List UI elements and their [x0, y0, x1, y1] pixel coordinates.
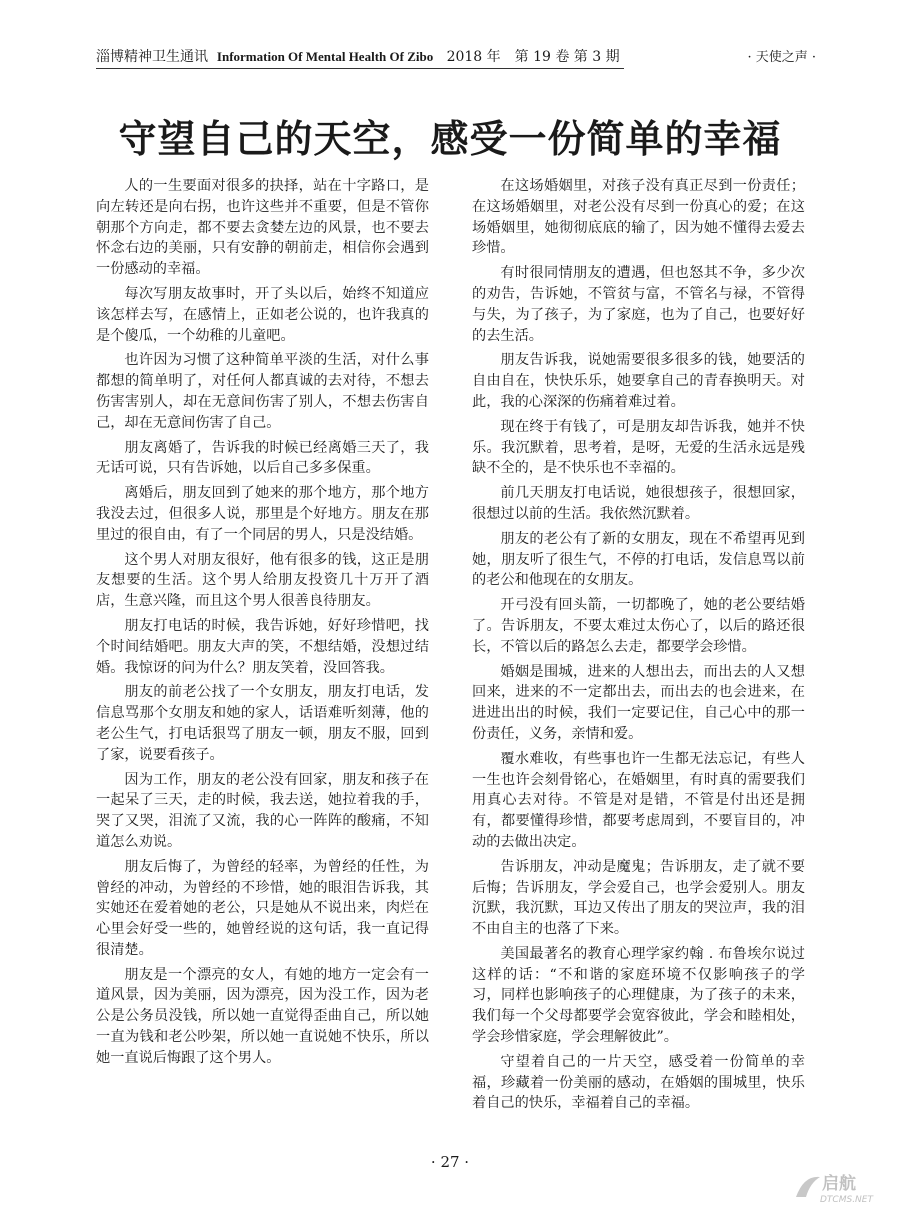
journal-name-en: Information Of Mental Health Of Zibo [216, 49, 434, 64]
article-paragraph: 美国最著名的教育心理学家约翰 . 布鲁埃尔说过这样的话：“不和谐的家庭环境不仅影响孩子的学习，同样也影响孩子的心理健康，为了孩子的未来，我们每一个父母都要学会宽容彼此，学会和睦相处，学会珍惜家庭，学会理解彼此”。 [472, 945, 805, 1046]
article-paragraph: 朋友打电话的时候，我告诉她，好好珍惜吧，找个时间结婚吧。朋友大声的笑，不想结婚，没想过结婚。我惊讶的问为什么？朋友笑着，没回答我。 [96, 617, 429, 676]
issue-info: 2018 年 第 19 卷 第 3 期 [446, 49, 620, 65]
watermark-site: DTCMS.NET [820, 1195, 873, 1205]
left-column [96, 176, 429, 1073]
running-header [96, 38, 816, 68]
article-title: 守望自己的天空，感受一份简单的幸福 [118, 117, 782, 161]
article-paragraph: 朋友是一个漂亮的女人，有她的地方一定会有一道风景，因为美丽，因为漂亮，因为没工作，因为老公是公务员没钱，所以她一直觉得歪曲自己，所以她一直为钱和老公吵架，所以她一直说她不快乐，所以她一直说后悔跟了这个男人。 [96, 966, 429, 1066]
article-paragraph: 因为工作，朋友的老公没有回家，朋友和孩子在一起呆了三天，走的时候，我去送，她拉着我的手，哭了又哭，泪流了又流，我的心一阵阵的酸痛，不知道怎么劝说。 [96, 771, 429, 850]
article-paragraph: 朋友的老公有了新的女朋友，现在不希望再见到她，朋友听了很生气，不停的打电话，发信息骂以前的老公和他现在的女朋友。 [472, 530, 805, 589]
article-paragraph: 朋友后悔了，为曾经的轻率，为曾经的任性，为曾经的冲动，为曾经的不珍惜，她的眼泪告诉我，其实她还在爱着她的老公，只是她从不说出来，肉烂在心里会好受一些的，她曾经说的这句话，我一直记得很清楚。 [96, 858, 429, 958]
article-paragraph: 朋友告诉我，说她需要很多很多的钱，她要活的自由自在，快快乐乐，她要拿自己的青春换明天。对此，我的心深深的伤痛着难过着。 [472, 352, 805, 410]
article-paragraph: 每次写朋友故事时，开了头以后，始终不知道应该怎样去写，在感情上，正如老公说的，也许我真的是个傻瓜，一个幼稚的儿童吧。 [96, 285, 429, 344]
article-paragraph: 婚姻是围城，进来的人想出去，而出去的人又想回来，进来的不一定都出去，而出去的也会进来，在进进出出的时候，我们一定要记住，自己心中的那一份责任，义务，亲情和爱。 [472, 663, 805, 742]
journal-name-cn: 淄博精神卫生通讯 [96, 49, 208, 65]
header-rule [96, 68, 624, 69]
article-paragraph: 告诉朋友，冲动是魔鬼；告诉朋友，走了就不要后悔；告诉朋友，学会爱自己，也学会爱别人。朋友沉默，我沉默，耳边又传出了朋友的哭泣声，我的泪不由自主的也落了下来。 [472, 858, 805, 938]
article-paragraph: 朋友的前老公找了一个女朋友，朋友打电话，发信息骂那个女朋友和她的家人，话语难听刻薄，他的老公生气，打电话狠骂了朋友一顿，朋友不服，回到了家，说要看孩子。 [96, 684, 429, 763]
article-paragraph: 离婚后，朋友回到了她来的那个地方，那个地方我没去过，但很多人说，那里是个好地方。朋友在那里过的很自由，有了一个同居的男人，只是没结婚。 [96, 485, 429, 543]
section-name: · 天使之声 · [747, 50, 816, 65]
article-paragraph: 前几天朋友打电话说，她很想孩子，很想回家，很想过以前的生活。我依然沉默着。 [472, 485, 805, 522]
article-paragraph: 这个男人对朋友很好，他有很多的钱，这正是朋友想要的生活。这个男人给朋友投资几十万开了酒店，生意兴隆，而且这个男人很善良待朋友。 [96, 551, 429, 610]
article-paragraph: 朋友离婚了，告诉我的时候已经离婚三天了，我无话可说，只有告诉她，以后自己多多保重。 [96, 439, 429, 477]
watermark-swoosh-icon [796, 1177, 820, 1197]
article-paragraph: 开弓没有回头箭，一切都晚了，她的老公要结婚了。告诉朋友，不要太难过太伤心了，以后的路还很长，不管以后的路怎么去走，都要学会珍惜。 [472, 597, 805, 655]
article-paragraph: 覆水难收，有些事也许一生都无法忘记，有些人一生也许会刻骨铭心，在婚姻里，有时真的需要我们用真心去对待。不管是对是错，不管是付出还是拥有，都要懂得珍惜，都要考虑周到，不要盲目的，冲动的去做出决定。 [472, 750, 805, 850]
watermark-logo [790, 1167, 886, 1207]
article-paragraph: 有时很同情朋友的遭遇，但也怒其不争，多少次的劝告，告诉她，不管贫与富，不管名与禄，不管得与失，为了孩子，为了家庭，也为了自己，也要好好的去生活。 [472, 265, 805, 344]
journal-info [96, 46, 620, 66]
article-paragraph: 人的一生要面对很多的抉择，站在十字路口，是向左转还是向右拐，也许这些并不重要，但是不管你朝那个方向走，都不要去贪婪左边的风景，也不要去怀念右边的美丽，只有安静的朝前走，相信你会遇到一份感动的幸福。 [96, 178, 429, 278]
watermark-brand: 启航 [822, 1174, 856, 1194]
article-paragraph: 守望着自己的一片天空，感受着一份简单的幸福，珍藏着一份美丽的感动，在婚姻的围城里，快乐着自己的快乐，幸福着自己的幸福。 [472, 1053, 805, 1112]
article-paragraph: 现在终于有钱了，可是朋友却告诉我，她并不快乐。我沉默着，思考着，是呀，无爱的生活永远是残缺不全的，是不快乐也不幸福的。 [472, 418, 805, 477]
right-column [472, 176, 805, 1118]
article-paragraph: 也许因为习惯了这种简单平淡的生活，对什么事都想的简单明了，对任何人都真诚的去对待，不想去伤害害别人，却在无意间伤害了别人，不想去伤害自己，却在无意间伤害了自己。 [96, 352, 429, 431]
page-number: · 27 · [430, 1153, 470, 1171]
article-paragraph: 在这场婚姻里，对孩子没有真正尽到一份责任；在这场婚姻里，对老公没有尽到一份真心的爱；在这场婚姻里，她彻彻底底的输了，因为她不懂得去爱去珍惜。 [472, 178, 805, 257]
